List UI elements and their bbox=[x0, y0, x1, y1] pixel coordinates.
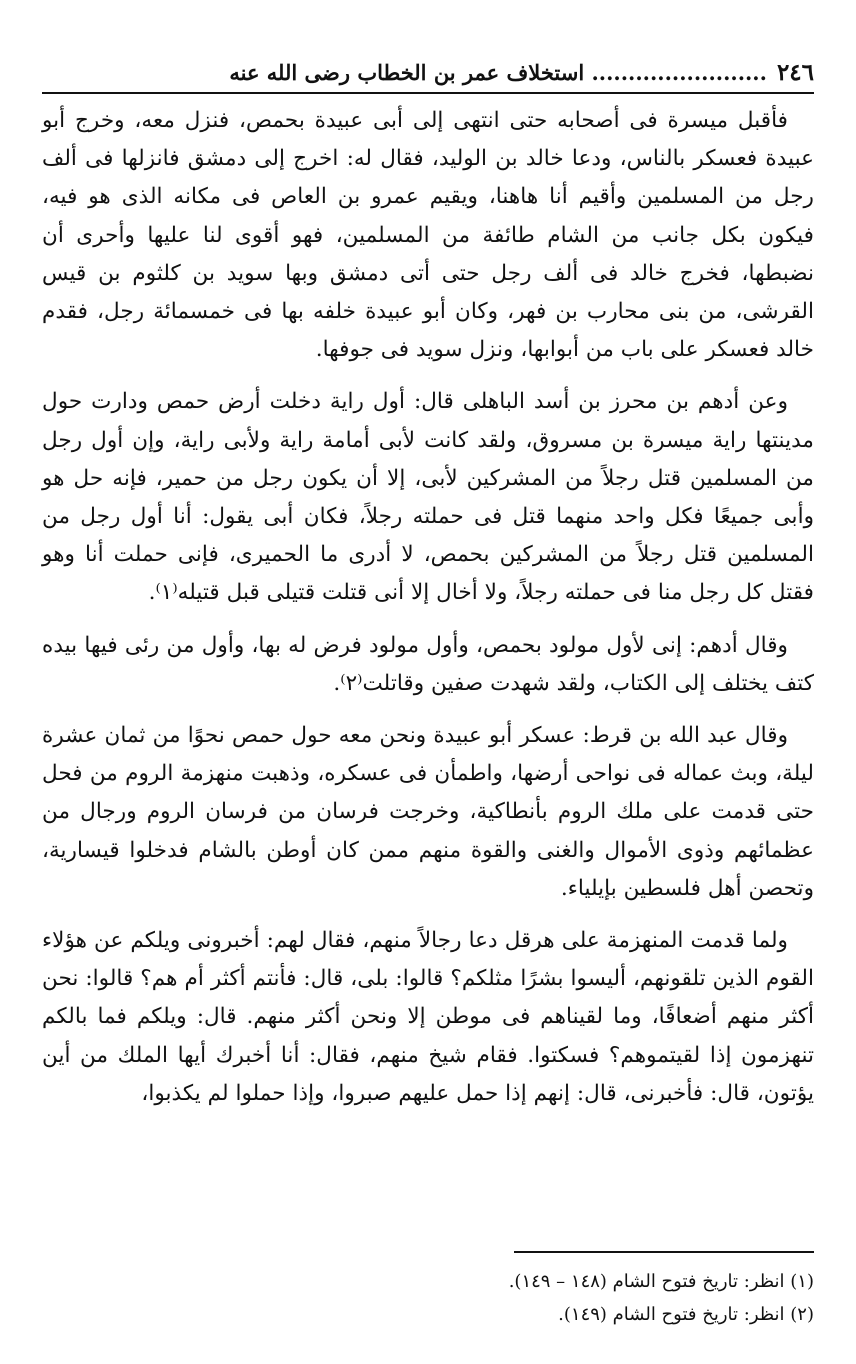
footnote-2: (٢) انظر: تاريخ فتوح الشام (١٤٩). bbox=[558, 1304, 814, 1325]
paragraph-5: ولما قدمت المنهزمة على هرقل دعا رجالاً منهم، فقال لهم: أخبرونى ويلكم عن هؤلاء القوم الذين تلقونهم، أليسوا بشرًا مثلكم؟ قالوا: بلى، قال: فأنتم أكثر أم هم؟ قالوا: نحن أكثر منهم أضعافًا، وما لقيناهم فى موطن إلا ونحن أكثر منهم. قال: ويلكم فما بالكم تنهزمون إذا لقيتموهم؟ فسكتوا. فقام شيخ منهم، فقال: أنا أخبرك أيها الملك من أين يؤتون، قال: فأخبرنى، قال: إنهم إذا حمل عليهم صبروا، وإذا حملوا لم يكذبوا، bbox=[42, 928, 814, 1106]
body-text bbox=[42, 102, 814, 1113]
header-rule bbox=[42, 92, 814, 94]
page-number: ٢٤٦ bbox=[776, 59, 814, 86]
footnote-separator bbox=[514, 1251, 814, 1253]
footnote-1: (١) انظر: تاريخ فتوح الشام (١٤٨ – ١٤٩). bbox=[508, 1271, 814, 1292]
running-header bbox=[42, 56, 814, 92]
paragraph-3: وقال أدهم: إنى لأول مولود بحمص، وأول مولود فرض له بها، وأول من رئى فيها بيده كتف يختلف إلى الكتاب، ولقد شهدت صفين وقاتلت⁽٢⁾. bbox=[42, 632, 814, 696]
footnotes bbox=[42, 1265, 814, 1331]
running-title bbox=[42, 56, 767, 90]
paragraph-1: فأقبل ميسرة فى أصحابه حتى انتهى إلى أبى عبيدة بحمص، فنزل معه، وخرج أبو عبيدة فعسكر بالناس، ودعا خالد بن الوليد، فقال له: اخرج إلى دمشق فانزلها فى ألف رجل من المسلمين وأقيم أنا هاهنا، ويقيم عمرو بن العاص فى مكانه الذى هو فيه، فيكون بكل جانب من الشام طائفة من المسلمين، فهو أقوى لنا عليها وأحرى أن نضبطها، فخرج خالد فى ألف رجل حتى أتى دمشق وبها سويد بن كلثوم بن قيس القرشى، من بنى محارب بن فهر، وكان أبو عبيدة خلفه بها فى خمسمائة رجل، فقدم خالد فعسكر على باب من أبوابها، ونزل سويد فى جوفها. bbox=[42, 108, 814, 363]
paragraph-2: وعن أدهم بن محرز بن أسد الباهلى قال: أول راية دخلت أرض حمص ودارت حول مدينتها راية ميسرة بن مسروق، ولقد كانت لأبى أمامة راية ولأبى راية، وإن أول رجل من المسلمين قتل رجلاً من المشركين لأبى، إلا أن يكون رجل من حمير، فإنه حل هو وأبى جميعًا فكل واحد منهما قتل فى حملته رجلاً، فكان أبى يقول: أنا أول رجل من المسلمين قتل رجلاً من المشركين بحمص، لا أدرى ما الحميرى، فإنى حملت أنا وهو فقتل كل رجل منا فى حملته رجلاً، ولا أخال إلا أنى قتلت قتيلى قبل قتيله⁽١⁾. bbox=[42, 389, 814, 606]
running-title-text: استخلاف عمر بن الخطاب رضى الله عنه bbox=[229, 60, 585, 85]
paragraph-4: وقال عبد الله بن قرط: عسكر أبو عبيدة ونحن معه حول حمص نحوًا من ثمان عشرة ليلة، وبث عماله فى نواحى أرضها، واطمأن فى عسكره، وذهبت منهزمة الروم من فحل حتى قدمت على ملك الروم بأنطاكية، وخرجت فرسان من فرسان الروم ورجال من عظمائهم وذوى الأموال والغنى والقوة منهم ممن كان أوطن بالشام فدخلوا قيسارية، وتحصن أهل فلسطين بإيلياء. bbox=[42, 723, 814, 901]
running-title-dots: ........................ bbox=[591, 60, 767, 85]
